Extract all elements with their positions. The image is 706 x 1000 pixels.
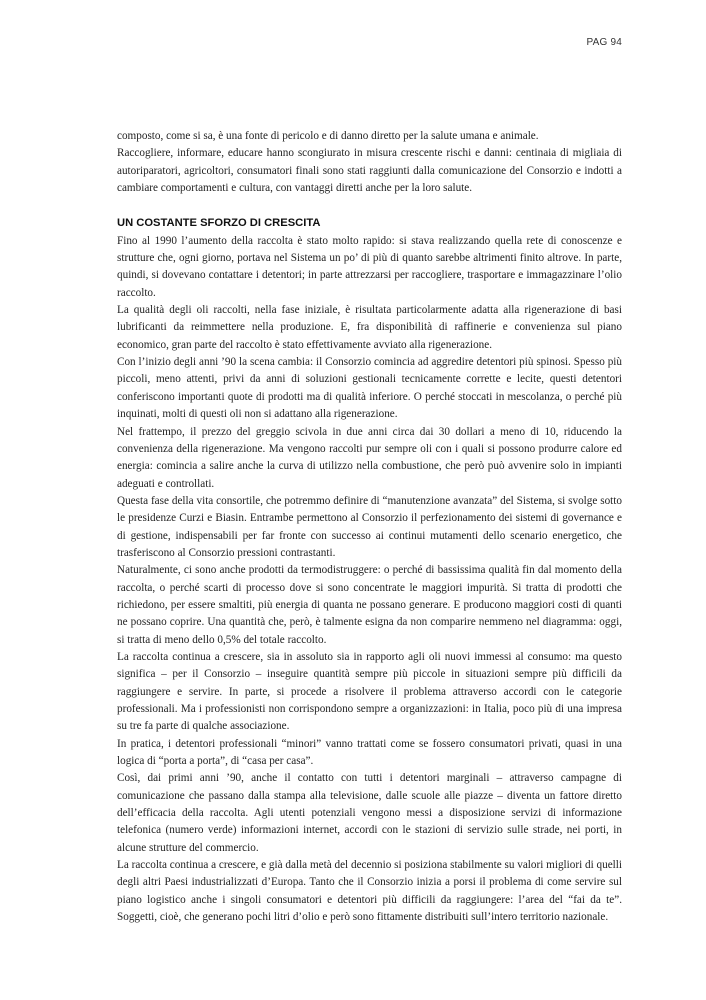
document-body: [117, 128, 622, 926]
body-paragraph-1: Fino al 1990 l’aumento della raccolta è stato molto rapido: si stava realizzando quella rete di conoscenze e strutture che, ogni giorno, portava nel Sistema un po’ di più di quanto sarebbe altrimenti finito altrove. In parte, quindi, si dovevano contattare i detentori; in parte attrezzarsi per raccogliere, trasportare e immagazzinare l’olio raccolto.: [117, 234, 622, 299]
body-paragraph-3: Con l’inizio degli anni ’90 la scena cambia: il Consorzio comincia ad aggredire detentori più spinosi. Spesso più piccoli, meno attenti, privi da anni di soluzioni gestionali tecnicamente corrette e lecite, questi detentori conferiscono importanti quote di prodotti ma di qualità inferiore. O perché stoccati in mescolanza, o perché più inquinati, molti di questi oli non si adattano alla rigenerazione.: [117, 356, 622, 421]
intro-paragraph-1: composto, come si sa, è una fonte di pericolo e di danno diretto per la salute umana e animale.: [117, 130, 539, 142]
body-paragraph-5: Questa fase della vita consortile, che potremmo definire di “manutenzione avanzata” del Sistema, si svolge sotto le presidenze Curzi e Biasin. Entrambe permettono al Consorzio il perfezionamento dei sistemi di governance e di gestione, indispensabili per far fronte con successo ai continui mutamenti dello scenario energetico, che trasferiscono al Consorzio pressioni contrastanti.: [117, 494, 622, 559]
body-paragraph-7: La raccolta continua a crescere, sia in assoluto sia in rapporto agli oli nuovi immessi al consumo: ma questo significa – per il Consorzio – inseguire quantità sempre più piccole in situazioni sempre più difficili da raggiungere e servire. In parte, si procede a risolvere il problema attraverso accordi con le categorie professionali. Ma i professionisti non corrispondono sempre a organizzazioni: in Italia, poco più di una impresa su tre fa parte di qualche associazione.: [117, 650, 622, 733]
body-paragraph-10: La raccolta continua a crescere, e già dalla metà del decennio si posiziona stabilmente su valori migliori di quelli degli altri Paesi industrializzati d’Europa. Tanto che il Consorzio inizia a porsi il problema di come servire sul piano logistico anche i singoli consumatori e detentori più difficili da raggiungere: l’area del “fai da te”. Soggetti, cioè, che generano pochi litri d’olio e però sono fittamente distribuiti sull’intero territorio nazionale.: [117, 859, 622, 924]
body-paragraph-4: Nel frattempo, il prezzo del greggio scivola in due anni circa dai 30 dollari a meno di 10, riducendo la convenienza della rigenerazione. Ma vengono raccolti pur sempre oli con i quali si possono produrre calore ed energia: comincia a salire anche la curva di utilizzo nella combustione, che però può avvenire solo in impianti adeguati e controllati.: [117, 425, 622, 490]
body-paragraph-8: In pratica, i detentori professionali “minori” vanno trattati come se fossero consumatori privati, quasi in una logica di “porta a porta”, di “casa per casa”.: [117, 737, 622, 768]
section-heading: UN COSTANTE SFORZO DI CRESCITA: [117, 217, 321, 230]
body-paragraph-9: Così, dai primi anni ’90, anche il contatto con tutti i detentori marginali – attraverso campagne di comunicazione che passano dalla stampa alla televisione, dalle scuole alle piazze – diventa un fattore diretto dell’efficacia della raccolta. Agli utenti potenziali vengono messi a disposizione servizi di informazione telefonica (numero verde) informazioni internet, accordi con le stazioni di servizio sulle strade, nei porti, in alcune strutture del commercio.: [117, 772, 622, 854]
page-number: PAG 94: [586, 37, 622, 48]
body-paragraph-2: La qualità degli oli raccolti, nella fase iniziale, è risultata particolarmente adatta alla rigenerazione di basi lubrificanti da reimmettere nella produzione. E, fra disponibilità di raffinerie e convenienza sul piano economico, gran parte del raccolto è stato effettivamente avviato alla rigenerazione.: [117, 304, 622, 351]
intro-paragraph-2: Raccogliere, informare, educare hanno scongiurato in misura crescente rischi e danni: centinaia di migliaia di autoriparatori, agricoltori, consumatori finali sono stati raggiunti dalla comunicazione del Consorzio e indotti a cambiare comportamenti e cultura, con vantaggi diretti anche per la loro salute.: [117, 147, 622, 195]
body-paragraph-6: Naturalmente, ci sono anche prodotti da termodistruggere: o perché di bassissima qualità fin dal momento della raccolta, o perché scarti di processo dove si sono concentrate le maggiori impurità. Si tratta di prodotti che richiedono, per essere smaltiti, più energia di quanta ne possano generare. E producono maggiori costi di quanti ne possano coprire. Una quantità che, però, è talmente esigna da non comparire nemmeno nel diagramma: oggi, si tratta di meno dello 0,5% del totale raccolto.: [117, 564, 622, 646]
